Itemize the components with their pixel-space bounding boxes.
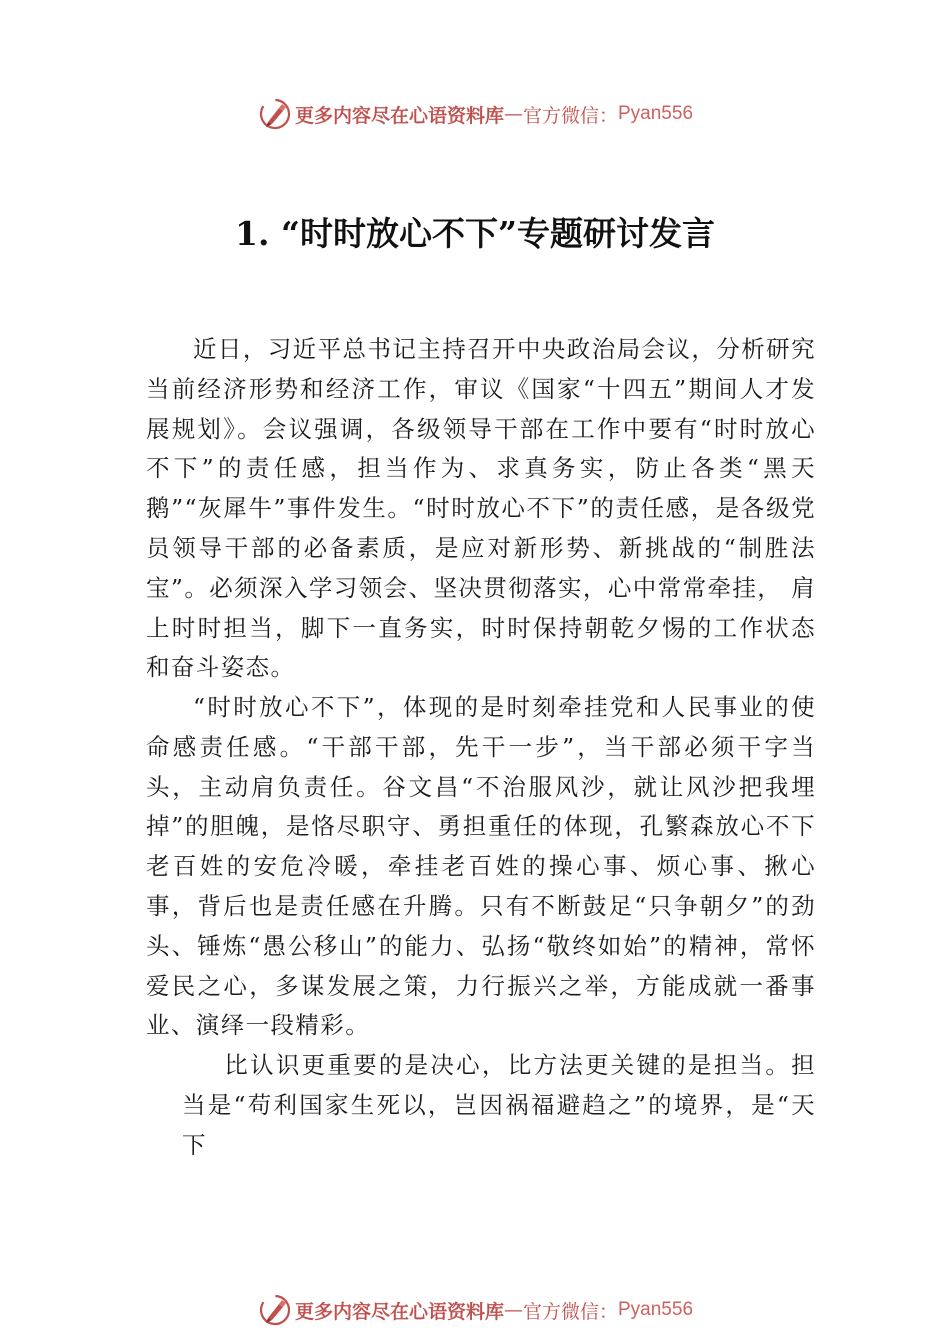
banner-brand-text: 更多内容尽在心语资料库 xyxy=(294,1300,504,1323)
banner-separator: — xyxy=(503,103,523,125)
banner-separator: — xyxy=(503,1299,523,1321)
header-banner xyxy=(0,94,950,134)
footer-banner xyxy=(0,1290,950,1330)
banner-wechat-id: Pyan556 xyxy=(618,103,694,124)
body-paragraph-3: 比认识更重要的是决心，比方法更关键的是担当。担当是“苟利国家生死以，岂因祸福避趋之”的境界，是“天下 xyxy=(182,1051,816,1159)
body-paragraph-2: “时时放心不下”，体现的是时刻牵挂党和人民事业的使命感责任感。“干部干部，先干一步”，当干部必须干字当头，主动肩负责任。谷文昌“不治服风沙，就让风沙把我埋掉”的胆魄，是恪尽职守、勇担重任的体现，孔繁森放心不下老百姓的安危冷暖，牵挂老百姓的操心事、烦心事、揪心事，背后也是责任感在升腾。只有不断鼓足“只争朝夕”的劲头、锤炼“愚公移山”的能力、弘扬“敬终如始”的精神，常怀爱民之心，多谋发展之策，力行振兴之举，方能成就一番事业、演绎一段精彩。 xyxy=(146,693,816,1040)
body-paragraph-1: 近日，习近平总书记主持召开中央政治局会议，分析研究当前经济形势和经济工作，审议《国家“十四五”期间人才发展规划》。会议强调，各级领导干部在工作中要有“时时放心不下”的责任感，担当作为、求真务实，防止各类“黑天鹅”“灰犀牛”事件发生。“时时放心不下”的责任感，是各级党员领导干部的必备素质，是应对新形势、新挑战的“制胜法宝”。必须深入学习领会、坚决贯彻落实，心中常常牵挂， 肩上时时担当，脚下一直务实，时时保持朝乾夕惕的工作状态和奋斗姿态。 xyxy=(146,335,816,682)
banner-brand-text: 更多内容尽在心语资料库 xyxy=(294,104,504,127)
banner-wechat-label: 官方微信： xyxy=(522,1300,618,1323)
banner-wechat-id: Pyan556 xyxy=(618,1299,694,1320)
pen-logo-icon xyxy=(257,1292,293,1328)
banner-wechat-label: 官方微信： xyxy=(522,104,618,127)
document-title: 1. “时时放心不下”专题研讨发言 xyxy=(235,214,715,253)
pen-logo-icon xyxy=(257,96,293,132)
